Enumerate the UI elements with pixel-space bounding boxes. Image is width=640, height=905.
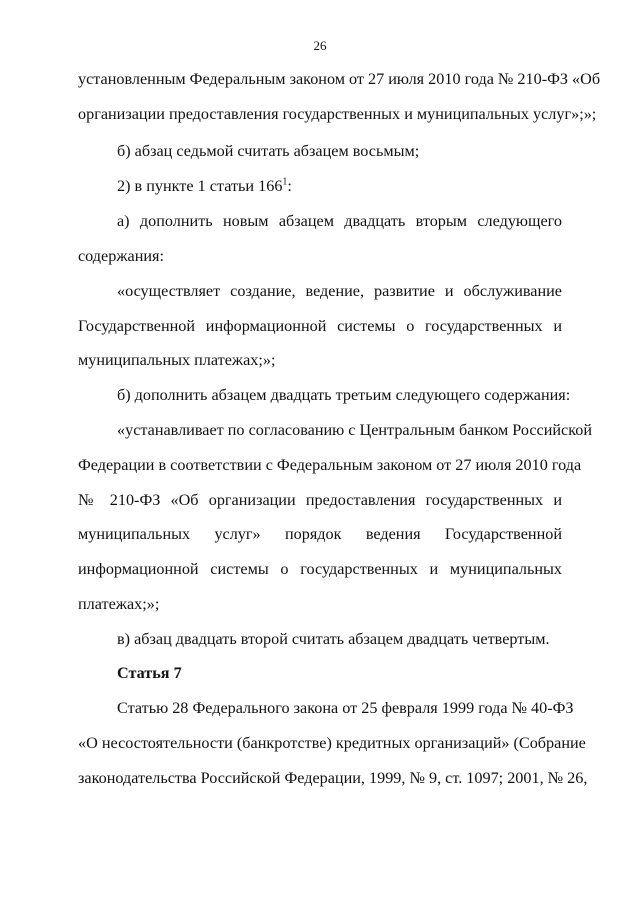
text-line-20: «О несостоятельности (банкротстве) кредитных организаций» (Собрание [78, 734, 586, 752]
text-line-21: законодательства Российской Федерации, 1999, № 9, ст. 1097; 2001, № 26, [78, 769, 588, 787]
text-line-7: «осуществляет создание, ведение, развитие и обслуживание [117, 282, 562, 300]
text-line-4-suffix: : [287, 177, 292, 195]
text-line-12: Федерации в соответствии с Федеральным законом от 27 июля 2010 года [78, 456, 582, 474]
text-line-3: б) абзац седьмой считать абзацем восьмым; [117, 142, 420, 160]
article-heading: Статья 7 [117, 664, 182, 682]
text-line-9: муниципальных платежах;»; [78, 351, 276, 369]
text-line-13: № 210-ФЗ «Об организации предоставления государственных и [78, 491, 562, 509]
superscript-1: 1 [282, 176, 288, 188]
page-number: 26 [313, 38, 327, 53]
text-line-5: а) дополнить новым абзацем двадцать вторым следующего [117, 212, 562, 230]
text-line-10: б) дополнить абзацем двадцать третьим следующего содержания: [117, 386, 571, 404]
text-line-16: платежах;»; [78, 595, 160, 613]
text-line-17: в) абзац двадцать второй считать абзацем двадцать четвертым. [117, 630, 550, 648]
text-line-11: «устанавливает по согласованию с Центральным банком Российской [117, 421, 593, 439]
text-line-14: муниципальных услуг» порядок ведения Государственной [78, 525, 562, 543]
text-line-4-main: 2) в пункте 1 статьи 166 [117, 177, 283, 195]
text-line-4 [117, 176, 562, 196]
text-line-2: организации предоставления государственных и муниципальных услуг»;»; [78, 105, 597, 123]
text-line-19: Статью 28 Федерального закона от 25 февраля 1999 года № 40-ФЗ [117, 699, 574, 717]
text-line-1: установленным Федеральным законом от 27 июля 2010 года № 210-ФЗ «Об [78, 70, 601, 88]
text-line-8: Государственной информационной системы о государственных и [78, 317, 562, 335]
text-line-6: содержания: [78, 247, 164, 265]
text-line-15: информационной системы о государственных и муниципальных [78, 560, 562, 578]
